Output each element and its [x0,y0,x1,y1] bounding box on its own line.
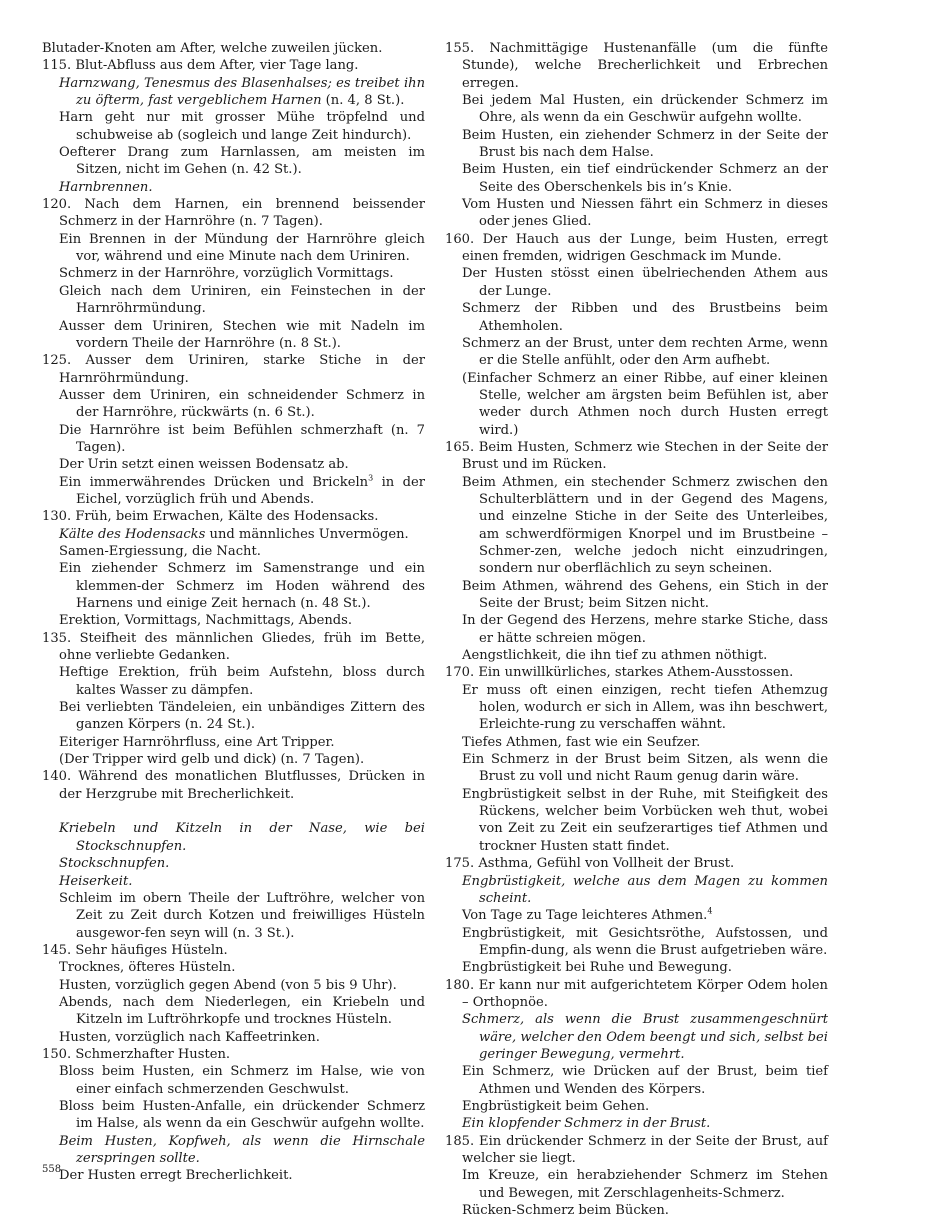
symptom-entry [42,768,425,803]
symptom-entry [42,352,425,387]
entry-text: Engbrüstigkeit, mit Gesichtsröthe, Aufstossen, und Empfin-dung, als wenn die Brust aufgetrieben wäre. [462,925,828,958]
entry-text: Kälte des Hodensacks [59,526,206,542]
symptom-entry [42,75,425,110]
symptom-entry [42,699,425,734]
entry-text: Bei jedem Mal Husten, ein drückender Schmerz im Ohre, als wenn da ein Geschwür aufgehn wollte. [462,93,828,126]
entry-text: Schleim im obern Theile der Luftröhre, welcher von Zeit zu Zeit durch Kotzen und freiwilliges Hüsteln ausgewor-fen seyn will (n. 3 St.). [59,890,425,941]
entry-text: Blutader-Knoten am After, welche zuweilen jücken. [42,41,383,56]
symptom-entry [445,92,828,127]
entry-text: Ein klopfender Schmerz in der Brust. [462,1116,711,1132]
symptom-entry [42,508,425,525]
symptom-entry [42,196,425,231]
symptom-entry [445,161,828,196]
symptom-entry [445,682,828,734]
entry-text: 160. Der Hauch aus der Lunge, beim Husten, erregt einen fremden, widrigen Geschmack im Munde. [445,231,828,265]
entry-text: Samen-Ergiessung, die Nacht. [59,543,261,559]
entry-tail: und männliches Unvermögen. [205,526,409,542]
entry-text: Rücken-Schmerz beim Bücken. [462,1203,669,1219]
symptom-entry [42,560,425,612]
entry-text: Ein Brennen in der Mündung der Harnröhre gleich vor, während und eine Minute nach dem Uriniren. [59,231,425,265]
entry-text: Abends, nach dem Niederlegen, ein Kriebeln und Kitzeln im Luftröhrkopfe und trocknes Hüsteln. [59,994,425,1028]
symptom-entry [445,786,828,855]
symptom-entry [445,1115,828,1132]
symptom-entry [42,526,425,543]
symptom-entry [445,474,828,578]
symptom-entry [445,647,828,664]
entry-text: Aengstlichkeit, die ihn tief zu athmen nöthigt. [462,648,768,664]
symptom-entry [445,734,828,751]
entry-text: 165. Beim Husten, Schmerz wie Stechen in der Seite der Brust und im Rücken. [445,439,828,473]
symptom-entry [445,1098,828,1115]
entry-text: Ein ziehender Schmerz im Samenstrange und ein klemmen-der Schmerz im Hoden während des Harnens und einige Zeit hernach (n. 48 St.). [59,561,425,611]
entry-text: Oefterer Drang zum Harnlassen, am meisten im Sitzen, nicht im Gehen (n. 42 St.). [59,145,425,178]
entry-text: Ein Schmerz, wie Drücken auf der Brust, beim tief Athmen und Wenden des Körpers. [462,1064,828,1097]
entry-text: Heiserkeit. [59,873,133,889]
symptom-entry [445,907,828,924]
entry-text: 170. Ein unwillkürliches, starkes Athem-Ausstossen. [445,665,794,681]
symptom-entry [42,474,425,509]
symptom-entry [42,1046,425,1063]
entry-text: 180. Er kann nur mit aufgerichtetem Körper Odem holen – Orthopnöe. [445,977,828,1010]
page-number: 558 [42,1164,62,1175]
symptom-entry [445,578,828,613]
entry-text: Ausser dem Uriniren, ein schneidender Schmerz in der Harnröhre, rückwärts (n. 6 St.). [59,387,425,421]
entry-text: Ein immerwährendes Drücken und Brickeln [59,474,369,490]
symptom-entry [42,1133,425,1168]
entry-text: 185. Ein drückender Schmerz in der Seite der Brust, auf welcher sie liegt. [445,1133,828,1166]
symptom-entry [445,925,828,960]
entry-text: (Einfacher Schmerz an einer Ribbe, auf einer kleinen Stelle, welcher am ärgsten beim Befühlen ist, aber weder durch Athmen noch durch Husten erregt wird.) [462,370,828,438]
symptom-entry [445,1167,828,1202]
entry-text: Schmerz in der Harnröhre, vorzüglich Vormittags. [59,266,394,282]
symptom-entry [42,179,425,196]
entry-text: 175. Asthma, Gefühl von Vollheit der Brust. [445,856,735,872]
symptom-entry [42,994,425,1029]
entry-text: Gleich nach dem Uriniren, ein Feinstechen in der Harnröhrmündung. [59,283,425,317]
symptom-entry [445,300,828,335]
entry-text: 115. Blut-Abfluss aus dem After, vier Tage lang. [42,58,359,74]
symptom-entry [445,1133,828,1168]
entry-tail: (n. 4, 8 St.). [321,93,405,109]
symptom-entry [42,630,425,665]
entry-text: 125. Ausser dem Uriniren, starke Stiche in der Harnröhrmündung. [42,353,425,386]
symptom-entry [445,751,828,786]
symptom-entry [42,873,425,890]
symptom-entry [42,855,425,872]
symptom-entry [445,196,828,231]
entry-text: Engbrüstigkeit selbst in der Ruhe, mit Steifigkeit des Rückens, welcher beim Vorbücken weh thut, wobei von Zeit zu Zeit ein seufzerartiges tief Athmen und trockner Husten statt findet. [462,786,828,854]
symptom-entry [42,1063,425,1098]
symptom-entry [445,1202,828,1219]
symptom-entry [445,1011,828,1063]
entry-text: 130. Früh, beim Erwachen, Kälte des Hodensacks. [42,509,379,525]
entry-text: Stockschnupfen. [59,856,170,872]
entry-text: In der Gegend des Herzens, mehre starke Stiche, dass er hätte schreien mögen. [462,613,828,646]
entry-text: Erektion, Vormittags, Nachmittags, Abends. [59,613,353,629]
symptom-entry [42,283,425,318]
entry-text: Kriebeln und Kitzeln in der Nase, wie bei Stockschnupfen. [59,821,425,854]
entry-text: Harnzwang, Tenesmus des Blasenhalses; es treibet ihn zu öfterm, fast vergeblichem Harnen [59,75,425,109]
entry-text: Beim Husten, Kopfweh, als wenn die Hirnschale zerspringen sollte. [59,1133,425,1166]
symptom-entry [42,144,425,179]
entry-text: Beim Athmen, während des Gehens, ein Stich in der Seite der Brust; beim Sitzen nicht. [462,578,828,611]
symptom-entry [42,1098,425,1133]
symptom-entry [42,803,425,820]
entry-text: 155. Nachmittägige Hustenanfälle (um die fünfte Stunde), welche Brecherlichkeit und Erbrechen erregen. [445,41,828,91]
entry-text: Ausser dem Uriniren, Stechen wie mit Nadeln im vordern Theile der Harnröhre (n. 8 St.). [59,318,425,351]
entry-text: (Der Tripper wird gelb und dick) (n. 7 Tagen). [59,752,365,768]
entry-text: 120. Nach dem Harnen, ein brennend beissender Schmerz in der Harnröhre (n. 7 Tagen). [42,197,425,230]
symptom-entry [42,734,425,751]
entry-text: Im Kreuze, ein herabziehender Schmerz im Stehen und Bewegen, mit Zerschlagenheits-Schmerz. [462,1168,828,1201]
entry-text: Die Harnröhre ist beim Befühlen schmerzhaft (n. 7 Tagen). [59,422,425,455]
entry-text: Bei verliebten Tändeleien, ein unbändiges Zittern des ganzen Körpers (n. 24 St.). [59,700,425,733]
entry-text: 140. Während des monatlichen Blutflusses, Drücken in der Herzgrube mit Brecherlichkeit. [42,769,425,802]
symptom-entry [42,456,425,473]
entry-text: Schmerz der Ribben und des Brustbeins beim Athemholen. [462,301,828,334]
entry-text: Schmerz, als wenn die Brust zusammengeschnürt wäre, welcher den Odem beengt und sich, selbst bei geringer Bewegung, vermehrt. [462,1012,828,1062]
entry-text: Ein Schmerz in der Brust beim Sitzen, als wenn die Brust zu voll und nicht Raum genug darin wäre. [462,752,828,785]
symptom-entry [42,231,425,266]
symptom-entry [42,820,425,855]
entry-text: Husten, vorzüglich gegen Abend (von 5 bis 9 Uhr). [59,977,397,993]
entry-text: Beim Athmen, ein stechender Schmerz zwischen den Schulterblättern und in der Gegend des Magens, und einzelne Stiche in der Seite des Unterleibes, am schwerdförmigen Knorpel und im Brustbeine – Schmer-zen, welche jedoch nicht einzudringen, sondern nur oberflächlich zu seyn scheinen. [462,474,828,577]
symptom-entry [42,1029,425,1046]
footnote-marker: 4 [707,906,713,916]
entry-text: Vom Husten und Niessen fährt ein Schmerz in dieses oder jenes Glied. [462,197,828,230]
entry-tail: in der Eichel, vorzüglich früh und Abends. [76,474,425,507]
symptom-entry [445,127,828,162]
entry-text: Engbrüstigkeit bei Ruhe und Bewegung. [462,960,732,976]
symptom-entry [42,1167,425,1184]
right-column [445,40,828,1219]
symptom-entry [445,439,828,474]
symptom-entry [42,664,425,699]
entry-text: Husten, vorzüglich nach Kaffeetrinken. [59,1029,320,1045]
entry-text: Harn geht nur mit grosser Mühe tröpfelnd und schubweise ab (sogleich und lange Zeit hindurch). [59,110,425,143]
entry-text: 145. Sehr häufiges Hüsteln. [42,942,228,958]
entry-text: 135. Steifheit des männlichen Gliedes, früh im Bette, ohne verliebte Gedanken. [42,630,425,664]
entry-text: Engbrüstigkeit, welche aus dem Magen zu kommen scheint. [462,873,828,906]
entry-text: Schmerz an der Brust, unter dem rechten Arme, wenn er die Stelle anfühlt, oder den Arm aufhebt. [462,335,828,369]
symptom-entry [445,664,828,681]
symptom-entry [445,1063,828,1098]
symptom-entry [445,873,828,908]
symptom-entry [42,977,425,994]
entry-text: Bloss beim Husten-Anfalle, ein drückender Schmerz im Halse, als wenn da ein Geschwür aufgehn wollte. [59,1098,425,1132]
footnote-marker: 3 [368,473,374,483]
symptom-entry [445,370,828,439]
entry-text: Bloss beim Husten, ein Schmerz im Halse, wie von einer einfach schmerzenden Geschwulst. [59,1064,425,1097]
symptom-entry [42,387,425,422]
symptom-entry [42,751,425,768]
entry-text: 150. Schmerzhafter Husten. [42,1046,231,1062]
entry-text: Von Tage zu Tage leichteres Athmen. [462,908,708,924]
symptom-entry [42,890,425,942]
symptom-entry [42,40,425,57]
entry-text: Beim Husten, ein ziehender Schmerz in der Seite der Brust bis nach dem Halse. [462,127,828,161]
symptom-entry [42,612,425,629]
symptom-entry [42,543,425,560]
left-column [42,40,425,1185]
symptom-entry [445,959,828,976]
entry-text: Heftige Erektion, früh beim Aufstehn, bloss durch kaltes Wasser zu dämpfen. [59,665,425,698]
symptom-entry [42,57,425,74]
entry-text: Tiefes Athmen, fast wie ein Seufzer. [462,734,701,750]
symptom-entry [42,942,425,959]
symptom-entry [445,265,828,300]
symptom-entry [445,977,828,1012]
entry-text: Harnbrennen. [59,179,153,195]
symptom-entry [445,335,828,370]
entry-text: Der Urin setzt einen weissen Bodensatz ab. [59,457,349,473]
symptom-entry [445,231,828,266]
entry-text: Engbrüstigkeit beim Gehen. [462,1098,650,1114]
symptom-entry [42,422,425,457]
entry-text: Er muss oft einen einzigen, recht tiefen Athemzug holen, wodurch er sich in Allem, was ihn beschwert, Erleichte-rung zu verschaffen wähnt. [462,682,828,733]
entry-text: Eiteriger Harnröhrfluss, eine Art Tripper. [59,734,335,750]
symptom-entry [42,959,425,976]
entry-text: Trocknes, öfteres Hüsteln. [59,960,236,976]
symptom-entry [445,40,828,92]
symptom-entry [42,265,425,282]
symptom-entry [445,612,828,647]
entry-text: Beim Husten, ein tief eindrückender Schmerz an der Seite des Oberschenkels bis in’s Knie. [462,162,828,195]
symptom-entry [42,109,425,144]
entry-text: Der Husten stösst einen übelriechenden Athem aus der Lunge. [462,266,828,299]
entry-text: Der Husten erregt Brecherlichkeit. [59,1168,293,1184]
symptom-entry [445,855,828,872]
symptom-entry [42,318,425,353]
